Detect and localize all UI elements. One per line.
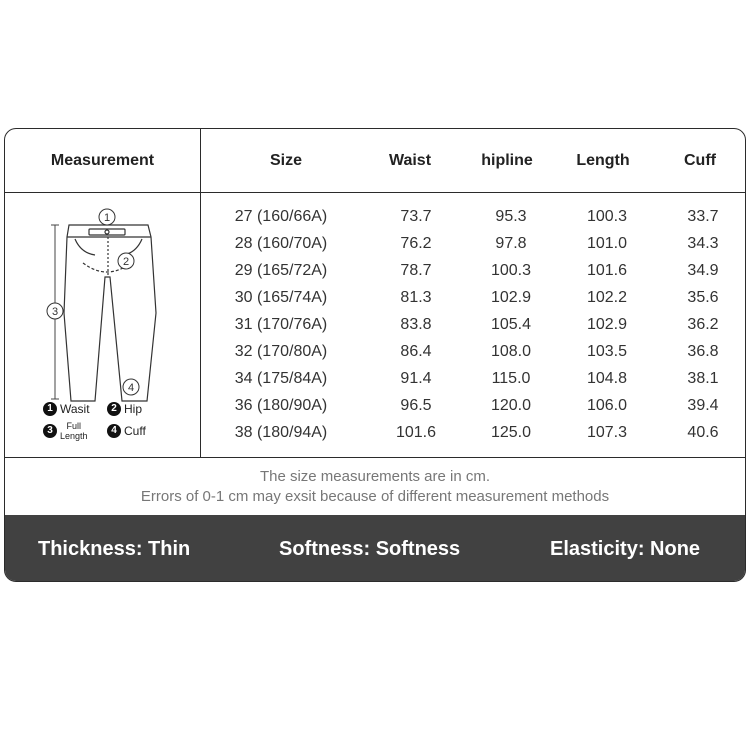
header-length: Length	[576, 152, 630, 169]
cell-hipline: 120.0	[490, 397, 532, 414]
elasticity-label: Elasticity:	[550, 538, 645, 560]
table-row	[201, 311, 746, 338]
cell-length: 106.0	[586, 397, 628, 414]
thickness-label: Thickness:	[38, 538, 143, 560]
cell-length: 102.2	[586, 289, 628, 306]
cell-waist: 101.6	[395, 424, 437, 441]
legend-full-label: Full	[66, 421, 82, 431]
cell-hipline: 115.0	[491, 370, 531, 387]
size-chart-card	[4, 128, 746, 582]
cell-hipline: 102.9	[490, 289, 532, 306]
softness-label: Softness:	[279, 538, 371, 560]
thickness-value: Thin	[148, 538, 191, 560]
header-measurement: Measurement	[50, 152, 155, 169]
attr-softness	[279, 515, 460, 582]
cell-waist: 81.3	[400, 289, 432, 306]
cell-waist: 76.2	[400, 235, 432, 252]
cell-cuff: 39.4	[687, 397, 719, 414]
pants-diagram-icon	[5, 193, 200, 457]
note-units: The size measurements are in cm.	[259, 468, 491, 485]
cell-hipline: 125.0	[490, 424, 532, 441]
cell-size: 27 (160/66A)	[234, 208, 328, 225]
table-row	[201, 203, 746, 230]
measurement-notes	[5, 457, 745, 515]
legend-hip-label: Hip	[124, 401, 143, 416]
marker-4: 4	[127, 382, 135, 394]
cell-cuff: 38.1	[687, 370, 719, 387]
legend-number-3: 3	[43, 424, 57, 438]
size-table-body	[201, 203, 746, 446]
cell-hipline: 108.0	[490, 343, 532, 360]
legend-hip	[107, 401, 142, 416]
cell-hipline: 105.4	[490, 316, 532, 333]
table-row	[201, 365, 746, 392]
cell-hipline: 95.3	[495, 208, 527, 225]
table-row	[201, 284, 746, 311]
cell-cuff: 36.8	[687, 343, 719, 360]
cell-waist: 96.5	[400, 397, 432, 414]
cell-size: 29 (165/72A)	[234, 262, 328, 279]
table-row	[201, 257, 746, 284]
cell-length: 107.3	[586, 424, 628, 441]
cell-length: 104.8	[586, 370, 628, 387]
cell-length: 100.3	[586, 208, 628, 225]
cell-hipline: 100.3	[490, 262, 532, 279]
table-row	[201, 338, 746, 365]
cell-size: 31 (170/76A)	[234, 316, 328, 333]
attr-thickness	[38, 515, 190, 582]
cell-size: 36 (180/90A)	[234, 397, 328, 414]
cell-waist: 91.4	[400, 370, 432, 387]
marker-2: 2	[122, 256, 130, 268]
cell-cuff: 35.6	[687, 289, 719, 306]
cell-size: 38 (180/94A)	[234, 424, 328, 441]
cell-size: 32 (170/80A)	[234, 343, 328, 360]
fabric-attributes-bar	[5, 515, 745, 582]
cell-cuff: 34.3	[687, 235, 719, 252]
marker-1: 1	[103, 212, 111, 224]
cell-length: 103.5	[586, 343, 628, 360]
header-hipline: hipline	[481, 152, 533, 169]
cell-waist: 78.7	[400, 262, 432, 279]
header-waist: Waist	[388, 152, 432, 169]
pants-measurement-figure	[5, 193, 200, 457]
legend-full-length	[43, 421, 88, 441]
header-size: Size	[269, 152, 302, 169]
table-row	[201, 419, 746, 446]
cell-cuff: 36.2	[687, 316, 719, 333]
cell-cuff: 33.7	[687, 208, 719, 225]
table-row	[201, 230, 746, 257]
cell-hipline: 97.8	[495, 235, 527, 252]
legend-number-2: 2	[107, 402, 121, 416]
cell-waist: 86.4	[400, 343, 432, 360]
header-cuff: Cuff	[684, 152, 716, 169]
cell-cuff: 34.9	[687, 262, 719, 279]
elasticity-value: None	[650, 538, 701, 560]
marker-3: 3	[51, 306, 59, 318]
legend-waist	[43, 401, 90, 416]
legend-number-1: 1	[43, 402, 57, 416]
legend-number-4: 4	[107, 424, 121, 438]
legend-length-label: Length	[60, 431, 88, 441]
legend-cuff	[107, 423, 146, 438]
cell-cuff: 40.6	[687, 424, 719, 441]
cell-waist: 83.8	[400, 316, 432, 333]
cell-length: 102.9	[586, 316, 628, 333]
cell-length: 101.6	[586, 262, 628, 279]
cell-size: 34 (175/84A)	[234, 370, 328, 387]
table-header	[5, 129, 745, 193]
cell-size: 30 (165/74A)	[234, 289, 328, 306]
legend-cuff-label: Cuff	[124, 423, 146, 438]
cell-waist: 73.7	[400, 208, 432, 225]
softness-value: Softness	[375, 538, 461, 560]
attr-elasticity	[550, 515, 700, 582]
note-errors: Errors of 0-1 cm may exsit because of different measurement methods	[140, 488, 610, 505]
legend-waist-label: Wasit	[60, 401, 90, 416]
cell-length: 101.0	[586, 235, 628, 252]
table-row	[201, 392, 746, 419]
cell-size: 28 (160/70A)	[234, 235, 328, 252]
